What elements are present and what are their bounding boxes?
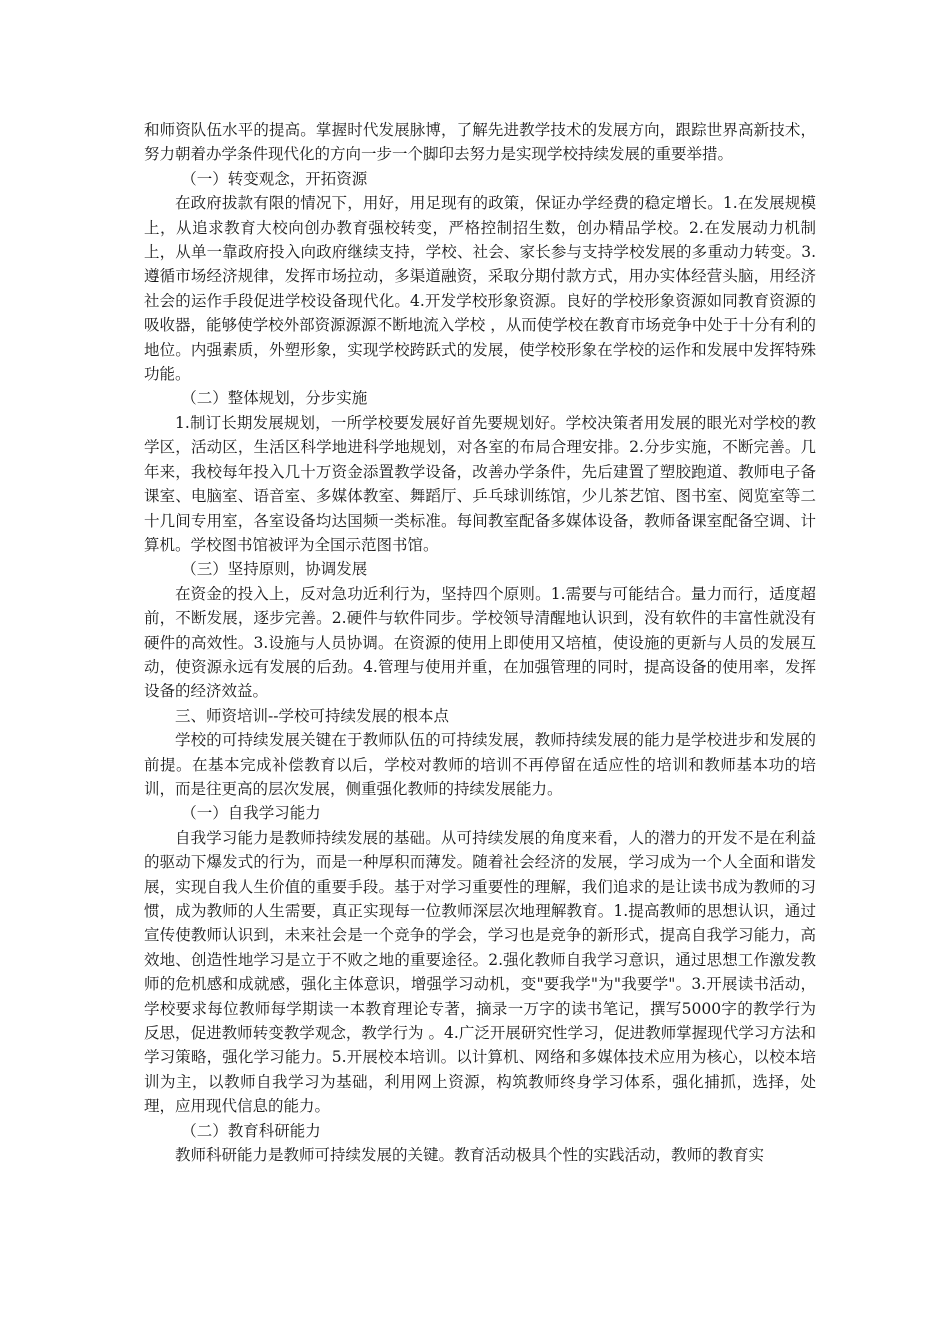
section-heading-overall-planning: （二）整体规划，分步实施 bbox=[181, 389, 368, 408]
paragraph-continued: 和师资队伍水平的提高。掌握时代发展脉博，了解先进教学技术的发展方向，跟踪世界高新技术，努力朝着办学条件现代化的方向一步一个脚印去努力是实现学校持续发展的重要举措。 bbox=[144, 121, 816, 164]
chapter-heading-teacher-training: 三、师资培训--学校可持续发展的根本点 bbox=[175, 706, 449, 725]
paragraph: 学校的可持续发展关键在于教师队伍的可持续发展，教师持续发展的能力是学校进步和发展的前提。在基本完成补偿教育以后，学校对教师的培训不再停留在适应性的培训和教师基本功的培训，而是往更高的层次发展，侧重强化教师的持续发展能力。 bbox=[144, 731, 816, 798]
paragraph: 自我学习能力是教师持续发展的基础。从可持续发展的角度来看，人的潜力的开发不是在利益的驱动下爆发式的行为，而是一种厚积而薄发。随着社会经济的发展，学习成为一个人全面和谐发展，实现自我人生价值的重要手段。基于对学习重要性的理解，我们追求的是让读书成为教师的习惯，成为教师的人生需要，真正实现每一位教师深层次地理解教育。1.提高教师的思想认识，通过宣传使教师认识到，未来社会是一个竞争的学会，学习也是竞争的新形式，提高自我学习能力，高效地、创造性地学习是立于不败之地的重要途径。2.强化教师自我学习意识，通过思想工作激发教师的危机感和成就感，强化主体意识，增强学习动机，变"要我学"为"我要学"。3.开展读书活动，学校要求每位教师每学期读一本教育理论专著，摘录一万字的读书笔记，撰写5000字的教学行为反思，促进教师转变教学观念，教学行为 。4.广泛开展研究性学习，促进教师掌握现代学习方法和学习策略，强化学习能力。5.开展校本培训。以计算机、网络和多媒体技术应用为核心，以校本培训为主，以教师自我学习为基础，利用网上资源，构筑教师终身学习体系，强化捕抓，选择，处理，应用现代信息的能力。 bbox=[144, 828, 816, 1116]
paragraph: 教师科研能力是教师可持续发展的关键。教育活动极具个性的实践活动，教师的教育实 bbox=[175, 1146, 765, 1165]
section-heading-self-learning: （一）自我学习能力 bbox=[181, 804, 321, 823]
paragraph: 在政府拔款有限的情况下，用好，用足现有的政策，保证办学经费的稳定增长。1.在发展规模上，从追求教育大校向创办教育强校转变，严格控制招生数，创办精品学校。2.在发展动力机制上，从单一靠政府投入向政府继续支持，学校、社会、家长参与支持学校发展的多重动力转变。3.遵循市场经济规律，发挥市场拉动，多渠道融资，采取分期付款方式，用办实体经营头脑，用经济社会的运作手段促进学校设备现代化。4.开发学校形象资源。良好的学校形象资源如同教育资源的吸收器，能够使学校外部资源源源不断地流入学校 ，从而使学校在教育市场竞争中处于十分有利的地位。内强素质，外塑形象，实现学校跨跃式的发展，使学校形象在学校的运作和发展中发挥特殊功能。 bbox=[144, 194, 816, 384]
paragraph: 1.制订长期发展规划，一所学校要发展好首先要规划好。学校决策者用发展的眼光对学校的教学区，活动区，生活区科学地进科学地规划，对各室的布局合理安排。2.分步实施，不断完善。几年来，我校每年投入几十万资金添置教学设备，改善办学条件，先后建置了塑胶跑道、教师电子备课室、电脑室、语音室、多媒体教室、舞蹈厅、乒乓球训练馆，少儿茶艺馆、图书室、阅览室等二十几间专用室，各室设备均达国频一类标准。每间教室配备多媒体设备，教师备课室配备空调、计算机。学校图书馆被评为全国示范图书馆。 bbox=[144, 413, 816, 554]
section-heading-research-ability: （二）教育科研能力 bbox=[181, 1121, 321, 1140]
section-heading-principles: （三）坚持原则，协调发展 bbox=[181, 560, 368, 579]
document-body bbox=[144, 118, 816, 1167]
paragraph: 在资金的投入上，反对急功近利行为，坚持四个原则。1.需要与可能结合。量力而行，适度超前，不断发展，逐步完善。2.硬件与软件同步。学校领导清醒地认识到，没有软件的丰富性就没有硬件的高效性。3.设施与人员协调。在资源的使用上即使用又培植，使设施的更新与人员的发展互动，使资源永远有发展的后劲。4.管理与使用并重，在加强管理的同时，提高设备的使用率，发挥设备的经济效益。 bbox=[144, 584, 816, 701]
section-heading-transform-concept: （一）转变观念，开拓资源 bbox=[181, 169, 368, 188]
